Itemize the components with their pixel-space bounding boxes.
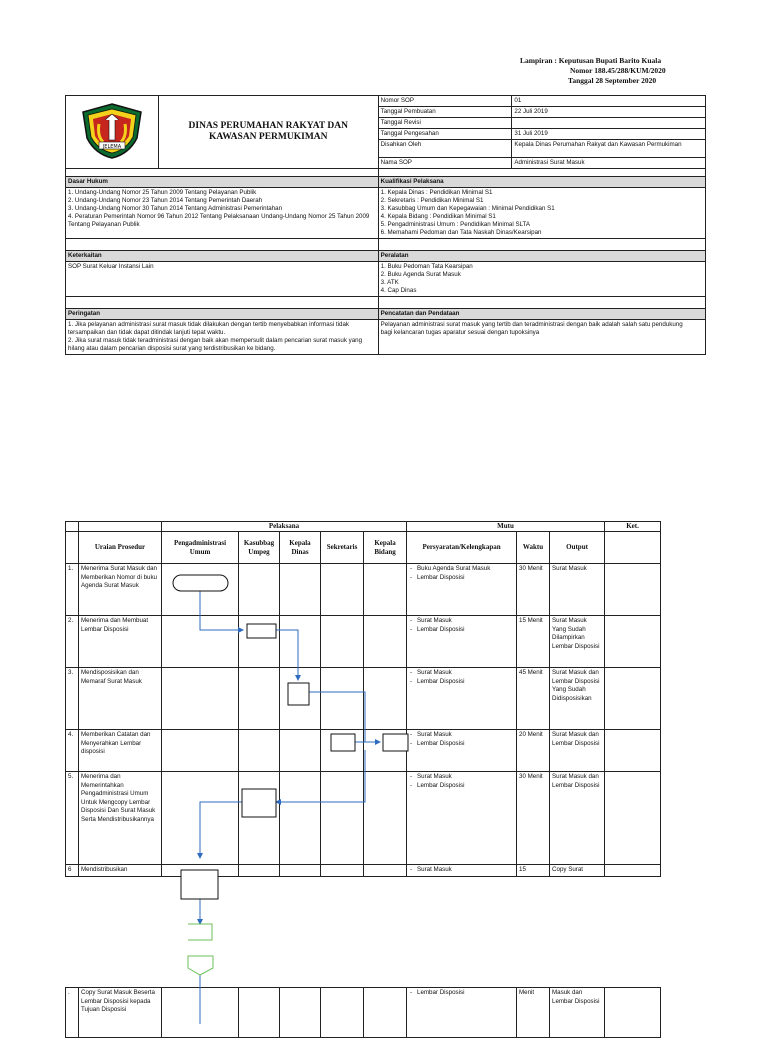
step-output: Copy Surat — [550, 865, 605, 877]
peng-header: Pengadministrasi Umum — [162, 532, 239, 564]
logo-cell — [66, 96, 159, 169]
peralatan-item: 1. Buku Pedoman Tata Kearsipan — [380, 263, 473, 270]
kualifikasi-item: 3. Kasubbag Umum dan Kepegawaian : Minimal Pendidikan S1 — [380, 205, 555, 212]
kualifikasi-list — [378, 188, 705, 239]
step-description: Memberikan Catatan dan Menyerahkan Lembar disposisi — [79, 730, 162, 772]
lampiran-line: Lampiran : Keputusan Bupati Barito Kuala — [520, 56, 662, 65]
meta-label: Disahkan Oleh — [378, 140, 512, 158]
requirement-item: - Lembar Disposisi — [417, 989, 514, 998]
requirement-item: - Lembar Disposisi — [417, 740, 514, 749]
peralatan-item: 2. Buku Agenda Surat Masuk — [380, 271, 461, 278]
procedure-row — [66, 988, 661, 1038]
step-number: 2. — [66, 616, 79, 668]
output-header: Output — [550, 532, 605, 564]
step-number: 3. — [66, 668, 79, 730]
kadis-header: Kepala Dinas — [280, 532, 321, 564]
procedure-flow-table — [65, 521, 661, 877]
peralatan-item: 3. ATK — [380, 279, 399, 286]
requirement-item: - Lembar Disposisi — [417, 782, 514, 791]
step-time: 45 Menit — [517, 668, 550, 730]
step-description: Mendistribusikan — [79, 865, 162, 877]
step-number: 1. — [66, 564, 79, 616]
dasar-hukum-item: 3. Undang-Undang Nomor 30 Tahun 2014 Tentang Administrasi Pemerintahan — [68, 205, 283, 212]
procedure-row — [66, 730, 661, 772]
meta-label: Nama SOP — [378, 158, 512, 169]
procedure-row — [66, 616, 661, 668]
agency-name: DINAS PERUMAHAN RAKYAT DAN KAWASAN PERMUKIMAN — [158, 96, 378, 169]
step-time: 15 — [517, 865, 550, 877]
procedure-flow-table-continued — [65, 987, 661, 1038]
no-header — [66, 532, 79, 564]
kabid-header: Kepala Bidang — [364, 532, 407, 564]
requirement-item: - Lembar Disposisi — [417, 678, 514, 687]
uraian-header: Uraian Prosedur — [79, 532, 162, 564]
meta-value: Kepala Dinas Perumahan Rakyat dan Kawasan Permukiman — [512, 140, 706, 158]
lampiran-tanggal: Tanggal 28 September 2020 — [568, 76, 657, 85]
step-output: Surat Masuk Yang Sudah Dilampirkan Lembar Disposisi — [550, 616, 605, 668]
meta-value: 01 — [512, 96, 706, 107]
step-output: Surat Masuk dan Lembar Disposisi — [550, 772, 605, 865]
step-output: Surat Masuk — [550, 564, 605, 616]
requirement-item: - Buku Agenda Surat Masuk — [417, 565, 514, 574]
step-output: Masuk dan Lembar Disposisi — [550, 988, 605, 1038]
step-number: 4. — [66, 730, 79, 772]
step-number: 6 — [66, 865, 79, 877]
peringatan-item: 2. Jika surat masuk tidak teradministrasi dengan baik akan mempersulit dalam pencarian surat masuk yang hilang atau dalam pencarian disposisi surat yang terdistribusikan ke bidang. — [68, 337, 363, 352]
procedure-row — [66, 865, 661, 877]
step-time: 30 Menit — [517, 564, 550, 616]
waktu-header: Waktu — [517, 532, 550, 564]
sop-info-table — [65, 95, 706, 355]
peralatan-title: Peralatan — [378, 251, 705, 262]
step-time: Menit — [517, 988, 550, 1038]
kasub-header: Kasubbag Umpeg — [239, 532, 280, 564]
step-time: 15 Menit — [517, 616, 550, 668]
regency-emblem-icon — [79, 102, 145, 160]
requirement-item: - Lembar Disposisi — [417, 574, 514, 583]
lampiran-nomor: Nomor 188.45/288/KUM/2020 — [570, 66, 666, 75]
meta-value: 22 Juli 2019 — [512, 107, 706, 118]
requirement-item: - Surat Masuk — [417, 617, 514, 626]
requirement-item: - Surat Masuk — [417, 773, 514, 782]
ket-header: Ket. — [605, 522, 661, 532]
meta-label: Tanggal Revisi — [378, 118, 512, 129]
step-description: Menerima dan Membuat Lembar Disposisi — [79, 616, 162, 668]
keterkaitan-title: Keterkaitan — [66, 251, 379, 262]
offpage-connector-shape — [188, 956, 213, 975]
keterkaitan-text: SOP Surat Keluar Instansi Lain — [66, 262, 379, 297]
meta-label: Nomor SOP — [378, 96, 512, 107]
requirement-item: - Lembar Disposisi — [417, 626, 514, 635]
persyaratan-header: Persyaratan/Kelengkapan — [407, 532, 517, 564]
dasar-hukum-title: Dasar Hukum — [66, 177, 379, 188]
procedure-row — [66, 668, 661, 730]
sekretaris-header: Sekretaris — [321, 532, 364, 564]
peringatan-item: 1. Jika pelayanan administrasi surat masuk tidak dilakukan dengan tertib menyebabkan informasi tidak tersampaikan dan tidak dapat ditindak lanjuti tepat waktu. — [68, 321, 349, 336]
procedure-row — [66, 564, 661, 616]
step-description: Copy Surat Masuk Beserta Lembar Disposisi kepada Tujuan Disposisi — [79, 988, 162, 1038]
meta-label: Tanggal Pembuatan — [378, 107, 512, 118]
kualifikasi-title: Kualifikasi Pelaksana — [378, 177, 705, 188]
mutu-header: Mutu — [407, 522, 605, 532]
pencatatan-title: Pencatatan dan Pendataan — [378, 309, 705, 320]
step-number: 5. — [66, 772, 79, 865]
meta-value — [512, 118, 706, 129]
dasar-hukum-item: 4. Peraturan Pemerintah Nomor 96 Tahun 2012 Tentang Pelaksanaan Undang-Undang Nomor 25 Tahun 2009 Tentang Pelayanan Publik — [68, 213, 370, 228]
kualifikasi-item: 1. Kepala Dinas : Pendidikan Minimal S1 — [380, 189, 493, 196]
kualifikasi-item: 2. Sekretaris : Pendidikan Minimal S1 — [380, 197, 484, 204]
pelaksana-header: Pelaksana — [162, 522, 407, 532]
peringatan-title: Peringatan — [66, 309, 379, 320]
meta-value: Administrasi Surat Masuk — [512, 158, 706, 169]
dasar-hukum-item: 2. Undang-Undang Nomor 23 Tahun 2014 Tentang Pemerintah Daerah — [68, 197, 263, 204]
lampiran-block — [520, 56, 666, 86]
step-time: 20 Menit — [517, 730, 550, 772]
step-description: Mendisposisikan dan Memaraf Surat Masuk — [79, 668, 162, 730]
dasar-hukum-list — [66, 188, 379, 239]
meta-label: Tanggal Pengesahan — [378, 129, 512, 140]
step-description: Menerima Surat Masuk dan Memberikan Nomor di buku Agenda Surat Masuk — [79, 564, 162, 616]
peralatan-list — [378, 262, 705, 297]
kualifikasi-item: 6. Memahami Pedoman dan Tata Naskah Dinas/Kearsipan — [380, 229, 542, 236]
offpage-connector-start-shape — [188, 924, 212, 940]
kualifikasi-item: 4. Kepala Bidang : Pendidikan Minimal S1 — [380, 213, 496, 220]
requirement-item: - Surat Masuk — [417, 866, 514, 875]
step-time: 30 Menit — [517, 772, 550, 865]
requirement-item: - Surat Masuk — [417, 669, 514, 678]
step-description: Menerima dan Memerintahkan Pengadministrasi Umum Untuk Mengcopy Lembar Disposisi Dan Surat Masuk Serta Mendistribusikannya — [79, 772, 162, 865]
pencatatan-text: Pelayanan administrasi surat masuk yang tertib dan teradministrasi dengan baik adalah salah satu pendukung bagi kelancaran tugas aparatur sesuai dengan tupoksinya — [378, 320, 705, 355]
meta-value: 31 Juli 2019 — [512, 129, 706, 140]
requirement-item: - Surat Masuk — [417, 731, 514, 740]
step-output: Surat Masuk dan Lembar Disposisi — [550, 730, 605, 772]
peralatan-item: 4. Cap Dinas — [380, 287, 417, 294]
step-output: Surat Masuk dan Lembar Disposisi Yang Sudah Didisposisikan — [550, 668, 605, 730]
step-number: . — [66, 988, 79, 1038]
kualifikasi-item: 5. Pengadministrasi Umum : Pendidikan Minimal SLTA — [380, 221, 530, 228]
peringatan-list — [66, 320, 379, 355]
dasar-hukum-item: 1. Undang-Undang Nomor 25 Tahun 2009 Tentang Pelayanan Publik — [68, 189, 257, 196]
emblem-motto: JELEMA — [102, 143, 122, 150]
procedure-row — [66, 772, 661, 865]
